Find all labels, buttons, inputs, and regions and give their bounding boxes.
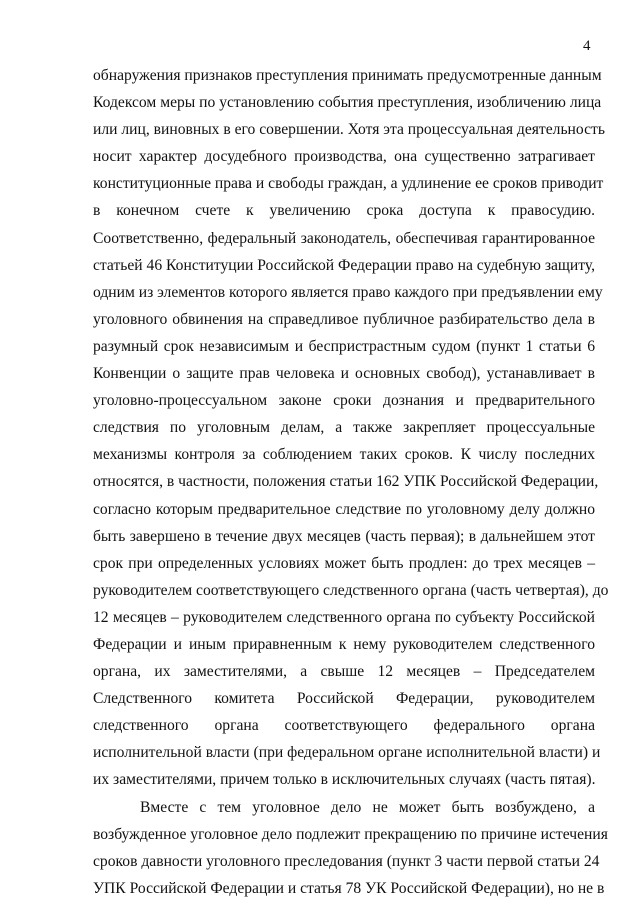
text-line: разумный срок независимым и беспристрастным судом (пункт 1 статьи 6 [93, 337, 595, 355]
text-line: их заместителями, причем только в исключительных случаях (часть пятая). [93, 771, 596, 789]
text-line: УПК Российской Федерации и статья 78 УК Российской Федерации), но не в [93, 879, 605, 897]
text-line: возбужденное уголовное дело подлежит прекращению по причине истечения [93, 825, 608, 843]
text-line: уголовно-процессуальном законе сроки дознания и предварительного [93, 392, 595, 410]
paragraph-1 [93, 62, 609, 794]
text-line: конституционные права и свободы граждан, а удлинение ее сроков приводит [93, 175, 604, 193]
text-line: Вместе с тем уголовное дело не может быть возбуждено, а [140, 798, 595, 816]
text-line: носит характер досудебного производства, она существенно затрагивает [93, 148, 595, 166]
text-line: срок при определенных условиях может быть продлен: до трех месяцев – [93, 554, 595, 572]
text-line: органа, их заместителями, а свыше 12 месяцев – Председателем [93, 663, 595, 681]
document-body [93, 62, 609, 902]
text-line: согласно которым предварительное следствие по уголовному делу должно [93, 500, 595, 518]
text-line: Кодексом меры по установлению события преступления, изобличению лица [93, 94, 602, 112]
text-line: статьей 46 Конституции Российской Федерации право на судебную защиту, [93, 256, 595, 274]
text-line: 12 месяцев – руководителем следственного органа по субъекту Российской [93, 608, 595, 626]
text-line: исполнительной власти (при федеральном органе исполнительной власти) и [93, 744, 601, 762]
text-line: Федерации и иным приравненным к нему руководителем следственного [93, 635, 595, 653]
text-line: обнаружения признаков преступления принимать предусмотренные данным [93, 67, 602, 84]
text-line: относятся, в частности, положения статьи 162 УПК Российской Федерации, [93, 473, 599, 491]
text-line: Конвенции о защите прав человека и основных свобод), устанавливает в [93, 365, 595, 383]
text-line: или лиц, виновных в его совершении. Хотя эта процессуальная деятельность [93, 121, 605, 139]
text-line: следствия по уголовным делам, а также закрепляет процессуальные [93, 419, 595, 437]
text-line: одним из элементов которого является право каждого при предъявлении ему [93, 283, 603, 301]
paragraph-2 [93, 794, 608, 902]
text-line: следственного органа соответствующего федерального органа [93, 717, 595, 735]
text-line: уголовного обвинения на справедливое публичное разбирательство дела в [93, 310, 595, 328]
text-line: руководителем соответствующего следственного органа (часть четвертая), до [93, 581, 609, 599]
text-line: Следственного комитета Российской Федерации, руководителем [93, 690, 595, 708]
text-line: быть завершено в течение двух месяцев (часть первая); в дальнейшем этот [93, 527, 595, 545]
text-line: механизмы контроля за соблюдением таких сроков. К числу последних [93, 446, 595, 464]
text-line: сроков давности уголовного преследования (пункт 3 части первой статьи 24 [93, 852, 600, 870]
text-line: в конечном счете к увеличению срока доступа к правосудию. [93, 202, 595, 220]
text-line: Соответственно, федеральный законодатель, обеспечивая гарантированное [93, 229, 595, 247]
page-number: 4 [583, 38, 591, 54]
